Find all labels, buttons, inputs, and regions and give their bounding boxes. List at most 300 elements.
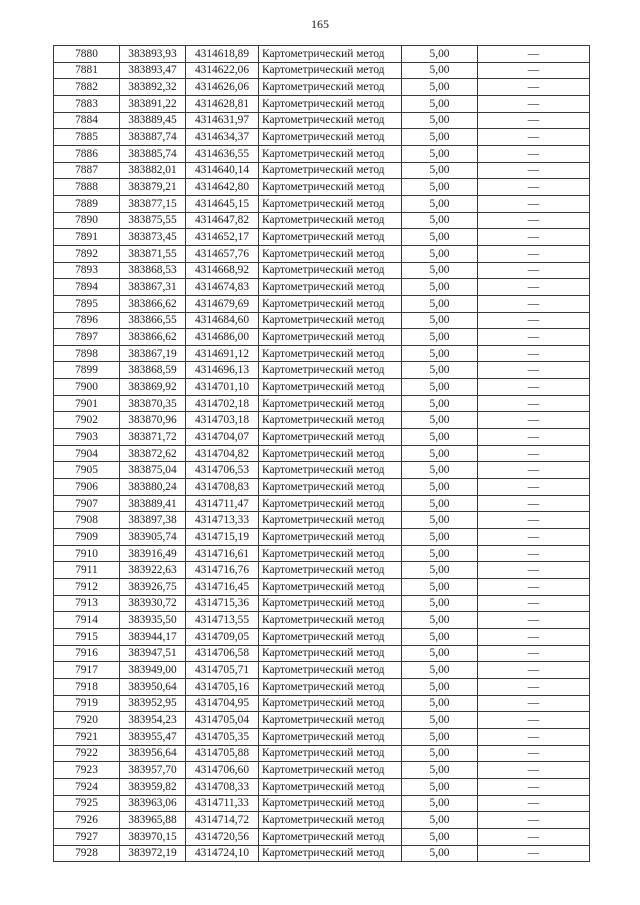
- point-number-cell: 7881: [54, 62, 120, 79]
- point-number-cell: 7912: [54, 579, 120, 596]
- accuracy-cell: 5,00: [402, 445, 478, 462]
- note-cell: —: [478, 612, 590, 629]
- note-cell: —: [478, 379, 590, 396]
- accuracy-cell: 5,00: [402, 212, 478, 229]
- accuracy-cell: 5,00: [402, 695, 478, 712]
- table-row: [54, 628, 590, 645]
- note-cell: —: [478, 695, 590, 712]
- y-coordinate-cell: 4314706,53: [186, 462, 259, 479]
- note-cell: —: [478, 245, 590, 262]
- method-cell: Картометрический метод: [259, 778, 402, 795]
- point-number-cell: 7928: [54, 845, 120, 862]
- note-cell: —: [478, 445, 590, 462]
- x-coordinate-cell: 383887,74: [120, 129, 186, 146]
- method-cell: Картометрический метод: [259, 479, 402, 496]
- accuracy-cell: 5,00: [402, 645, 478, 662]
- table-row: [54, 245, 590, 262]
- table-row: [54, 845, 590, 862]
- y-coordinate-cell: 4314715,36: [186, 595, 259, 612]
- table-row: [54, 95, 590, 112]
- page-number: 165: [311, 17, 329, 31]
- method-cell: Картометрический метод: [259, 112, 402, 129]
- x-coordinate-cell: 383869,92: [120, 379, 186, 396]
- note-cell: —: [478, 628, 590, 645]
- y-coordinate-cell: 4314713,33: [186, 512, 259, 529]
- point-number-cell: 7890: [54, 212, 120, 229]
- y-coordinate-cell: 4314705,04: [186, 712, 259, 729]
- y-coordinate-cell: 4314640,14: [186, 162, 259, 179]
- accuracy-cell: 5,00: [402, 46, 478, 63]
- y-coordinate-cell: 4314704,95: [186, 695, 259, 712]
- y-coordinate-cell: 4314657,76: [186, 245, 259, 262]
- table-row: [54, 312, 590, 329]
- y-coordinate-cell: 4314642,80: [186, 179, 259, 196]
- x-coordinate-cell: 383868,53: [120, 262, 186, 279]
- method-cell: Картометрический метод: [259, 695, 402, 712]
- accuracy-cell: 5,00: [402, 745, 478, 762]
- x-coordinate-cell: 383891,22: [120, 95, 186, 112]
- note-cell: —: [478, 712, 590, 729]
- accuracy-cell: 5,00: [402, 662, 478, 679]
- table-row: [54, 362, 590, 379]
- note-cell: —: [478, 479, 590, 496]
- y-coordinate-cell: 4314713,55: [186, 612, 259, 629]
- x-coordinate-cell: 383868,59: [120, 362, 186, 379]
- note-cell: —: [478, 312, 590, 329]
- accuracy-cell: 5,00: [402, 229, 478, 246]
- table-row: [54, 345, 590, 362]
- point-number-cell: 7889: [54, 195, 120, 212]
- accuracy-cell: 5,00: [402, 79, 478, 96]
- table-row: [54, 212, 590, 229]
- note-cell: —: [478, 362, 590, 379]
- method-cell: Картометрический метод: [259, 395, 402, 412]
- method-cell: Картометрический метод: [259, 162, 402, 179]
- method-cell: Картометрический метод: [259, 95, 402, 112]
- method-cell: Картометрический метод: [259, 612, 402, 629]
- note-cell: —: [478, 112, 590, 129]
- accuracy-cell: 5,00: [402, 412, 478, 429]
- y-coordinate-cell: 4314622,06: [186, 62, 259, 79]
- x-coordinate-cell: 383947,51: [120, 645, 186, 662]
- y-coordinate-cell: 4314684,60: [186, 312, 259, 329]
- accuracy-cell: 5,00: [402, 612, 478, 629]
- accuracy-cell: 5,00: [402, 512, 478, 529]
- y-coordinate-cell: 4314705,88: [186, 745, 259, 762]
- note-cell: —: [478, 778, 590, 795]
- table-row: [54, 145, 590, 162]
- method-cell: Картометрический метод: [259, 212, 402, 229]
- accuracy-cell: 5,00: [402, 562, 478, 579]
- method-cell: Картометрический метод: [259, 762, 402, 779]
- point-number-cell: 7888: [54, 179, 120, 196]
- note-cell: —: [478, 745, 590, 762]
- note-cell: —: [478, 62, 590, 79]
- note-cell: —: [478, 262, 590, 279]
- x-coordinate-cell: 383922,63: [120, 562, 186, 579]
- method-cell: Картометрический метод: [259, 795, 402, 812]
- accuracy-cell: 5,00: [402, 429, 478, 446]
- table-row: [54, 445, 590, 462]
- y-coordinate-cell: 4314720,56: [186, 828, 259, 845]
- x-coordinate-cell: 383866,62: [120, 329, 186, 346]
- accuracy-cell: 5,00: [402, 762, 478, 779]
- table-row: [54, 129, 590, 146]
- x-coordinate-cell: 383935,50: [120, 612, 186, 629]
- point-number-cell: 7911: [54, 562, 120, 579]
- point-number-cell: 7902: [54, 412, 120, 429]
- method-cell: Картометрический метод: [259, 745, 402, 762]
- point-number-cell: 7880: [54, 46, 120, 63]
- note-cell: —: [478, 46, 590, 63]
- table-row: [54, 695, 590, 712]
- table-row: [54, 712, 590, 729]
- method-cell: Картометрический метод: [259, 579, 402, 596]
- point-number-cell: 7918: [54, 678, 120, 695]
- y-coordinate-cell: 4314679,69: [186, 295, 259, 312]
- point-number-cell: 7920: [54, 712, 120, 729]
- accuracy-cell: 5,00: [402, 179, 478, 196]
- x-coordinate-cell: 383872,62: [120, 445, 186, 462]
- accuracy-cell: 5,00: [402, 595, 478, 612]
- table-row: [54, 195, 590, 212]
- table-row: [54, 46, 590, 63]
- accuracy-cell: 5,00: [402, 312, 478, 329]
- point-number-cell: 7924: [54, 778, 120, 795]
- note-cell: —: [478, 662, 590, 679]
- table-row: [54, 762, 590, 779]
- accuracy-cell: 5,00: [402, 479, 478, 496]
- method-cell: Картометрический метод: [259, 662, 402, 679]
- point-number-cell: 7908: [54, 512, 120, 529]
- y-coordinate-cell: 4314706,60: [186, 762, 259, 779]
- x-coordinate-cell: 383870,35: [120, 395, 186, 412]
- note-cell: —: [478, 462, 590, 479]
- accuracy-cell: 5,00: [402, 262, 478, 279]
- point-number-cell: 7883: [54, 95, 120, 112]
- table-row: [54, 295, 590, 312]
- y-coordinate-cell: 4314711,47: [186, 495, 259, 512]
- y-coordinate-cell: 4314626,06: [186, 79, 259, 96]
- point-number-cell: 7901: [54, 395, 120, 412]
- x-coordinate-cell: 383956,64: [120, 745, 186, 762]
- method-cell: Картометрический метод: [259, 179, 402, 196]
- x-coordinate-cell: 383877,15: [120, 195, 186, 212]
- table-row: [54, 645, 590, 662]
- x-coordinate-cell: 383867,31: [120, 279, 186, 296]
- table-row: [54, 179, 590, 196]
- x-coordinate-cell: 383950,64: [120, 678, 186, 695]
- note-cell: —: [478, 145, 590, 162]
- y-coordinate-cell: 4314705,35: [186, 728, 259, 745]
- note-cell: —: [478, 678, 590, 695]
- point-number-cell: 7904: [54, 445, 120, 462]
- method-cell: Картометрический метод: [259, 645, 402, 662]
- point-number-cell: 7891: [54, 229, 120, 246]
- table-row: [54, 662, 590, 679]
- note-cell: —: [478, 762, 590, 779]
- table-row: [54, 778, 590, 795]
- method-cell: Картометрический метод: [259, 362, 402, 379]
- y-coordinate-cell: 4314634,37: [186, 129, 259, 146]
- table-row: [54, 612, 590, 629]
- method-cell: Картометрический метод: [259, 229, 402, 246]
- x-coordinate-cell: 383897,38: [120, 512, 186, 529]
- method-cell: Картометрический метод: [259, 245, 402, 262]
- x-coordinate-cell: 383926,75: [120, 579, 186, 596]
- table-row: [54, 462, 590, 479]
- table-row: [54, 279, 590, 296]
- accuracy-cell: 5,00: [402, 545, 478, 562]
- point-number-cell: 7916: [54, 645, 120, 662]
- x-coordinate-cell: 383875,55: [120, 212, 186, 229]
- table-row: [54, 595, 590, 612]
- accuracy-cell: 5,00: [402, 579, 478, 596]
- point-number-cell: 7914: [54, 612, 120, 629]
- y-coordinate-cell: 4314711,33: [186, 795, 259, 812]
- table-row: [54, 162, 590, 179]
- x-coordinate-cell: 383916,49: [120, 545, 186, 562]
- y-coordinate-cell: 4314702,18: [186, 395, 259, 412]
- note-cell: —: [478, 529, 590, 546]
- y-coordinate-cell: 4314645,15: [186, 195, 259, 212]
- table-row: [54, 828, 590, 845]
- table-row: [54, 579, 590, 596]
- accuracy-cell: 5,00: [402, 162, 478, 179]
- table-row: [54, 545, 590, 562]
- point-number-cell: 7926: [54, 812, 120, 829]
- x-coordinate-cell: 383875,04: [120, 462, 186, 479]
- x-coordinate-cell: 383972,19: [120, 845, 186, 862]
- method-cell: Картометрический метод: [259, 129, 402, 146]
- y-coordinate-cell: 4314708,83: [186, 479, 259, 496]
- point-number-cell: 7885: [54, 129, 120, 146]
- point-number-cell: 7910: [54, 545, 120, 562]
- table-row: [54, 262, 590, 279]
- accuracy-cell: 5,00: [402, 712, 478, 729]
- method-cell: Картометрический метод: [259, 595, 402, 612]
- x-coordinate-cell: 383957,70: [120, 762, 186, 779]
- x-coordinate-cell: 383880,24: [120, 479, 186, 496]
- note-cell: —: [478, 229, 590, 246]
- accuracy-cell: 5,00: [402, 279, 478, 296]
- note-cell: —: [478, 212, 590, 229]
- method-cell: Картометрический метод: [259, 512, 402, 529]
- method-cell: Картометрический метод: [259, 145, 402, 162]
- y-coordinate-cell: 4314714,72: [186, 812, 259, 829]
- x-coordinate-cell: 383959,82: [120, 778, 186, 795]
- method-cell: Картометрический метод: [259, 712, 402, 729]
- y-coordinate-cell: 4314631,97: [186, 112, 259, 129]
- x-coordinate-cell: 383879,21: [120, 179, 186, 196]
- method-cell: Картометрический метод: [259, 529, 402, 546]
- y-coordinate-cell: 4314618,89: [186, 46, 259, 63]
- table-row: [54, 562, 590, 579]
- accuracy-cell: 5,00: [402, 828, 478, 845]
- table-row: [54, 529, 590, 546]
- note-cell: —: [478, 512, 590, 529]
- y-coordinate-cell: 4314674,83: [186, 279, 259, 296]
- point-number-cell: 7917: [54, 662, 120, 679]
- y-coordinate-cell: 4314706,58: [186, 645, 259, 662]
- table-row: [54, 412, 590, 429]
- y-coordinate-cell: 4314647,82: [186, 212, 259, 229]
- x-coordinate-cell: 383885,74: [120, 145, 186, 162]
- x-coordinate-cell: 383965,88: [120, 812, 186, 829]
- point-number-cell: 7915: [54, 628, 120, 645]
- x-coordinate-cell: 383873,45: [120, 229, 186, 246]
- table-row: [54, 429, 590, 446]
- note-cell: —: [478, 812, 590, 829]
- point-number-cell: 7892: [54, 245, 120, 262]
- method-cell: Картометрический метод: [259, 195, 402, 212]
- x-coordinate-cell: 383870,96: [120, 412, 186, 429]
- x-coordinate-cell: 383867,19: [120, 345, 186, 362]
- note-cell: —: [478, 129, 590, 146]
- point-number-cell: 7896: [54, 312, 120, 329]
- accuracy-cell: 5,00: [402, 812, 478, 829]
- table-row: [54, 728, 590, 745]
- method-cell: Картометрический метод: [259, 429, 402, 446]
- accuracy-cell: 5,00: [402, 362, 478, 379]
- accuracy-cell: 5,00: [402, 379, 478, 396]
- method-cell: Картометрический метод: [259, 312, 402, 329]
- method-cell: Картометрический метод: [259, 545, 402, 562]
- x-coordinate-cell: 383955,47: [120, 728, 186, 745]
- point-number-cell: 7923: [54, 762, 120, 779]
- point-number-cell: 7898: [54, 345, 120, 362]
- x-coordinate-cell: 383893,47: [120, 62, 186, 79]
- y-coordinate-cell: 4314701,10: [186, 379, 259, 396]
- note-cell: —: [478, 162, 590, 179]
- x-coordinate-cell: 383930,72: [120, 595, 186, 612]
- method-cell: Картометрический метод: [259, 262, 402, 279]
- note-cell: —: [478, 79, 590, 96]
- accuracy-cell: 5,00: [402, 345, 478, 362]
- point-number-cell: 7907: [54, 495, 120, 512]
- x-coordinate-cell: 383963,06: [120, 795, 186, 812]
- y-coordinate-cell: 4314705,71: [186, 662, 259, 679]
- y-coordinate-cell: 4314686,00: [186, 329, 259, 346]
- accuracy-cell: 5,00: [402, 495, 478, 512]
- note-cell: —: [478, 845, 590, 862]
- x-coordinate-cell: 383892,32: [120, 79, 186, 96]
- method-cell: Картометрический метод: [259, 495, 402, 512]
- note-cell: —: [478, 429, 590, 446]
- note-cell: —: [478, 728, 590, 745]
- point-number-cell: 7897: [54, 329, 120, 346]
- coordinates-table-body: [54, 46, 590, 862]
- table-row: [54, 678, 590, 695]
- accuracy-cell: 5,00: [402, 778, 478, 795]
- point-number-cell: 7886: [54, 145, 120, 162]
- x-coordinate-cell: 383871,55: [120, 245, 186, 262]
- y-coordinate-cell: 4314652,17: [186, 229, 259, 246]
- note-cell: —: [478, 495, 590, 512]
- table-row: [54, 79, 590, 96]
- note-cell: —: [478, 795, 590, 812]
- table-row: [54, 62, 590, 79]
- table-row: [54, 795, 590, 812]
- point-number-cell: 7927: [54, 828, 120, 845]
- table-row: [54, 812, 590, 829]
- note-cell: —: [478, 179, 590, 196]
- method-cell: Картометрический метод: [259, 345, 402, 362]
- accuracy-cell: 5,00: [402, 795, 478, 812]
- x-coordinate-cell: 383905,74: [120, 529, 186, 546]
- point-number-cell: 7913: [54, 595, 120, 612]
- method-cell: Картометрический метод: [259, 379, 402, 396]
- accuracy-cell: 5,00: [402, 145, 478, 162]
- note-cell: —: [478, 595, 590, 612]
- method-cell: Картометрический метод: [259, 678, 402, 695]
- point-number-cell: 7894: [54, 279, 120, 296]
- point-number-cell: 7900: [54, 379, 120, 396]
- accuracy-cell: 5,00: [402, 728, 478, 745]
- method-cell: Картометрический метод: [259, 728, 402, 745]
- note-cell: —: [478, 195, 590, 212]
- note-cell: —: [478, 828, 590, 845]
- table-row: [54, 379, 590, 396]
- y-coordinate-cell: 4314716,76: [186, 562, 259, 579]
- y-coordinate-cell: 4314696,13: [186, 362, 259, 379]
- x-coordinate-cell: 383944,17: [120, 628, 186, 645]
- point-number-cell: 7906: [54, 479, 120, 496]
- point-number-cell: 7925: [54, 795, 120, 812]
- y-coordinate-cell: 4314705,16: [186, 678, 259, 695]
- x-coordinate-cell: 383954,23: [120, 712, 186, 729]
- method-cell: Картометрический метод: [259, 279, 402, 296]
- y-coordinate-cell: 4314668,92: [186, 262, 259, 279]
- note-cell: —: [478, 645, 590, 662]
- point-number-cell: 7903: [54, 429, 120, 446]
- table-row: [54, 329, 590, 346]
- point-number-cell: 7884: [54, 112, 120, 129]
- y-coordinate-cell: 4314724,10: [186, 845, 259, 862]
- accuracy-cell: 5,00: [402, 112, 478, 129]
- y-coordinate-cell: 4314708,33: [186, 778, 259, 795]
- y-coordinate-cell: 4314636,55: [186, 145, 259, 162]
- method-cell: Картометрический метод: [259, 628, 402, 645]
- accuracy-cell: 5,00: [402, 329, 478, 346]
- x-coordinate-cell: 383952,95: [120, 695, 186, 712]
- accuracy-cell: 5,00: [402, 678, 478, 695]
- x-coordinate-cell: 383866,55: [120, 312, 186, 329]
- method-cell: Картометрический метод: [259, 412, 402, 429]
- method-cell: Картометрический метод: [259, 845, 402, 862]
- table-row: [54, 229, 590, 246]
- note-cell: —: [478, 562, 590, 579]
- table-row: [54, 112, 590, 129]
- method-cell: Картометрический метод: [259, 329, 402, 346]
- x-coordinate-cell: 383882,01: [120, 162, 186, 179]
- point-number-cell: 7887: [54, 162, 120, 179]
- method-cell: Картометрический метод: [259, 462, 402, 479]
- x-coordinate-cell: 383889,45: [120, 112, 186, 129]
- y-coordinate-cell: 4314716,45: [186, 579, 259, 596]
- y-coordinate-cell: 4314691,12: [186, 345, 259, 362]
- method-cell: Картометрический метод: [259, 46, 402, 63]
- x-coordinate-cell: 383970,15: [120, 828, 186, 845]
- note-cell: —: [478, 295, 590, 312]
- table-row: [54, 512, 590, 529]
- y-coordinate-cell: 4314704,82: [186, 445, 259, 462]
- accuracy-cell: 5,00: [402, 95, 478, 112]
- accuracy-cell: 5,00: [402, 395, 478, 412]
- note-cell: —: [478, 279, 590, 296]
- accuracy-cell: 5,00: [402, 462, 478, 479]
- x-coordinate-cell: 383949,00: [120, 662, 186, 679]
